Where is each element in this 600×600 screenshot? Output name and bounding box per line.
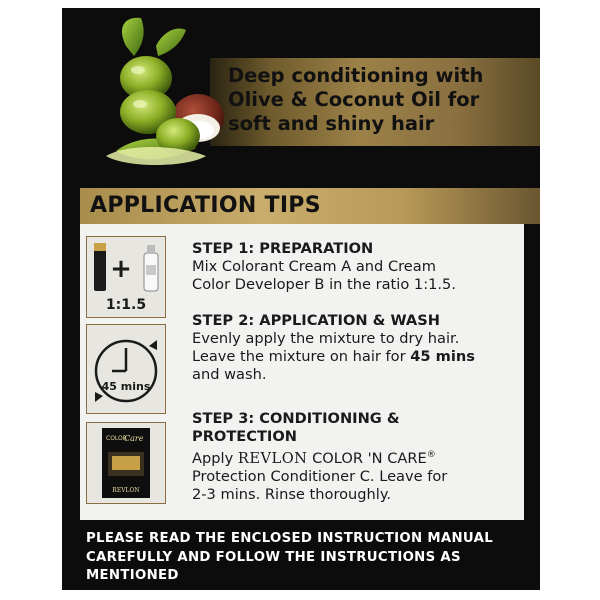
step-3 — [192, 410, 522, 504]
footer-line: CAREFULLY AND FOLLOW THE INSTRUCTIONS AS — [86, 549, 461, 565]
step-2-line: Evenly apply the mixture to dry hair. — [192, 330, 460, 347]
step-1-line: Color Developer B in the ratio 1:1.5. — [192, 276, 456, 293]
step-3-line — [192, 446, 522, 468]
step-3-title: PROTECTION — [192, 428, 297, 445]
step-1-title: STEP 1: PREPARATION — [192, 240, 374, 257]
banner-tagline — [228, 64, 533, 136]
registered-mark: ® — [426, 450, 436, 460]
leaf-top — [122, 18, 144, 56]
step-3-line: Protection Conditioner C. Leave for — [192, 467, 448, 485]
tagline-line: soft and shiny hair — [228, 112, 435, 135]
ratio-label: 1:1.5 — [105, 297, 147, 313]
step-2-line: and wash. — [192, 366, 267, 383]
pack-color-text: COLOR — [106, 435, 127, 442]
step-2-duration: 45 mins — [410, 348, 475, 365]
tagline-line: Olive & Coconut Oil for — [228, 88, 480, 111]
steps-content — [80, 224, 524, 520]
mix-ratio-icon-box — [86, 236, 166, 318]
pack-brand-text: REVLON — [112, 487, 140, 494]
product-name: COLOR 'N CARE — [307, 449, 427, 467]
step-2-line — [192, 348, 522, 366]
clock-icon — [87, 326, 165, 412]
leaf-right — [156, 29, 186, 56]
step-3-apply-text: Apply — [192, 449, 238, 467]
tagline-line: Deep conditioning with — [228, 64, 484, 87]
step-2-line-text: Leave the mixture on hair for — [192, 348, 411, 365]
step-3-line: 2-3 mins. Rinse thoroughly. — [192, 485, 392, 503]
timer-icon-box — [86, 324, 166, 414]
step-1 — [192, 240, 522, 294]
step-1-line: Mix Colorant Cream A and Cream — [192, 258, 436, 275]
pack-care-text: Care — [124, 434, 144, 443]
brand-name: REVLON — [237, 449, 308, 467]
conditioner-icon-box — [86, 422, 166, 504]
timer-label: 45 mins — [101, 380, 151, 393]
step-3-title: STEP 3: CONDITIONING & — [192, 410, 400, 427]
footer-line: PLEASE READ THE ENCLOSED INSTRUCTION MANUAL — [86, 531, 493, 546]
step-2 — [192, 312, 522, 384]
instruction-panel — [62, 8, 540, 590]
footer-notice — [86, 530, 532, 586]
footer-line: MENTIONED — [86, 568, 179, 583]
tubes-plus-icon — [88, 239, 164, 297]
section-title: APPLICATION TIPS — [90, 193, 321, 218]
conditioner-pack-icon — [88, 424, 164, 502]
step-2-title: STEP 2: APPLICATION & WASH — [192, 312, 440, 329]
svg-text:+: + — [110, 254, 132, 284]
section-header — [80, 188, 540, 224]
